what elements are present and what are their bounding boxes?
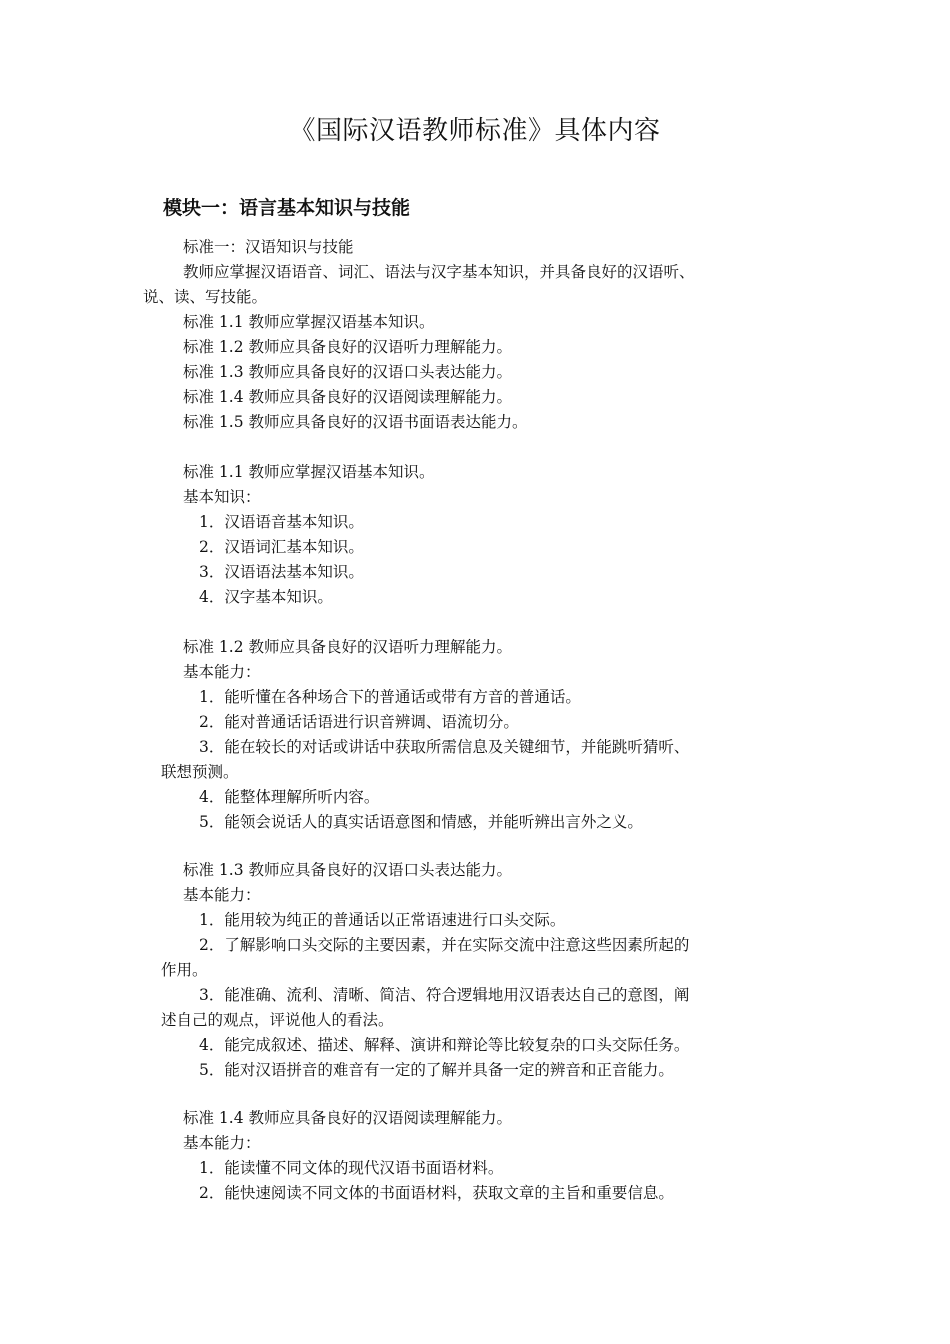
list-item: 2．了解影响口头交际的主要因素，并在实际交流中注意这些因素所起的 xyxy=(199,936,690,954)
list-item: 1．汉语语音基本知识。 xyxy=(199,513,364,531)
section-subheading: 基本能力： xyxy=(183,663,261,681)
list-item: 4．能整体理解所听内容。 xyxy=(199,788,380,806)
list-item: 4．能完成叙述、描述、解释、演讲和辩论等比较复杂的口头交际任务。 xyxy=(199,1036,690,1054)
standard-item: 标准 1.2 教师应具备良好的汉语听力理解能力。 xyxy=(183,338,513,356)
list-item: 3．汉语语法基本知识。 xyxy=(199,563,364,581)
standard-description-cont: 说、读、写技能。 xyxy=(143,288,268,306)
section-subheading: 基本能力： xyxy=(183,886,261,904)
section-heading: 标准 1.3 教师应具备良好的汉语口头表达能力。 xyxy=(183,861,513,879)
section-heading: 标准 1.4 教师应具备良好的汉语阅读理解能力。 xyxy=(183,1109,513,1127)
section-subheading: 基本能力： xyxy=(183,1134,261,1152)
module-heading: 模块一：语言基本知识与技能 xyxy=(163,197,411,219)
list-item: 1．能听懂在各种场合下的普通话或带有方音的普通话。 xyxy=(199,688,581,706)
list-item-cont: 作用。 xyxy=(161,961,208,979)
list-item-cont: 述自己的观点，评说他人的看法。 xyxy=(161,1011,394,1029)
standard-description: 教师应掌握汉语语音、词汇、语法与汉字基本知识，并具备良好的汉语听、 xyxy=(183,263,695,281)
document-title: 《国际汉语教师标准》具体内容 xyxy=(289,116,661,146)
standard-item: 标准 1.1 教师应掌握汉语基本知识。 xyxy=(183,313,435,331)
section-heading: 标准 1.2 教师应具备良好的汉语听力理解能力。 xyxy=(183,638,513,656)
list-item: 2．能对普通话话语进行识音辨调、语流切分。 xyxy=(199,713,519,731)
section-heading: 标准 1.1 教师应掌握汉语基本知识。 xyxy=(183,463,435,481)
standard-item: 标准 1.3 教师应具备良好的汉语口头表达能力。 xyxy=(183,363,513,381)
list-item: 1．能读懂不同文体的现代汉语书面语材料。 xyxy=(199,1159,504,1177)
list-item: 3．能准确、流利、清晰、简洁、符合逻辑地用汉语表达自己的意图，阐 xyxy=(199,986,690,1004)
list-item: 4．汉字基本知识。 xyxy=(199,588,333,606)
list-item: 3．能在较长的对话或讲话中获取所需信息及关键细节，并能跳听猜听、 xyxy=(199,738,690,756)
list-item-cont: 联想预测。 xyxy=(161,763,239,781)
list-item: 5．能领会说话人的真实话语意图和情感，并能听辨出言外之义。 xyxy=(199,813,643,831)
list-item: 1．能用较为纯正的普通话以正常语速进行口头交际。 xyxy=(199,911,566,929)
list-item: 5．能对汉语拼音的难音有一定的了解并具备一定的辨音和正音能力。 xyxy=(199,1061,674,1079)
standard-item: 标准 1.4 教师应具备良好的汉语阅读理解能力。 xyxy=(183,388,513,406)
section-subheading: 基本知识： xyxy=(183,488,261,506)
standard-heading: 标准一：汉语知识与技能 xyxy=(183,238,354,256)
standard-item: 标准 1.5 教师应具备良好的汉语书面语表达能力。 xyxy=(183,413,528,431)
list-item: 2．能快速阅读不同文体的书面语材料，获取文章的主旨和重要信息。 xyxy=(199,1184,674,1202)
list-item: 2．汉语词汇基本知识。 xyxy=(199,538,364,556)
